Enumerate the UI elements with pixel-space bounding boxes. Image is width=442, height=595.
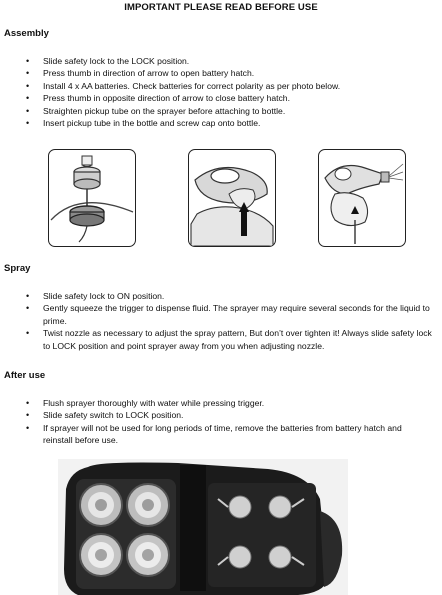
list-item: • Straighten pickup tube on the sprayer before attaching to bottle. <box>26 105 436 117</box>
sprayer-illustration <box>319 150 405 246</box>
list-item: • Press thumb in opposite direction of arrow to close battery hatch. <box>26 92 436 104</box>
assembly-list <box>26 55 436 129</box>
list-item: • Gently squeeze the trigger to dispense fluid. The sprayer may require several seconds for the liquid to prime. <box>26 302 438 327</box>
document-title: IMPORTANT PLEASE READ BEFORE USE <box>124 2 318 13</box>
battery-compartment-photo <box>58 459 348 595</box>
spray-list <box>26 290 438 352</box>
battery-hatch-photo <box>188 149 276 247</box>
bottle-cap-photo <box>48 149 136 247</box>
aa-battery-bottom-right <box>127 534 169 576</box>
list-item: • Insert pickup tube in the bottle and screw cap onto bottle. <box>26 117 436 129</box>
after-use-list <box>26 397 406 447</box>
battery-compartment-illustration <box>58 459 348 595</box>
list-item: • Press thumb in direction of arrow to open battery hatch. <box>26 67 436 79</box>
aa-battery-top-right <box>127 484 169 526</box>
assembly-heading: Assembly <box>4 28 49 39</box>
list-item: • Twist nozzle as necessary to adjust the spray pattern, But don’t over tighten it! Always slide safety lock to LOCK position and point sprayer away from you when adjusting nozzle. <box>26 327 438 352</box>
list-item: • Slide safety lock to the LOCK position. <box>26 55 436 67</box>
after-use-heading: After use <box>4 370 46 381</box>
list-item: • Slide safety switch to LOCK position. <box>26 409 406 421</box>
list-item: • If sprayer will not be used for long periods of time, remove the batteries from battery hatch and reinstall before use. <box>26 422 406 447</box>
battery-hatch-illustration <box>189 150 275 246</box>
list-item: • Slide safety lock to ON position. <box>26 290 438 302</box>
aa-battery-top-left <box>80 484 122 526</box>
sprayer-photo <box>318 149 406 247</box>
list-item: • Install 4 x AA batteries. Check batteries for correct polarity as per photo below. <box>26 80 436 92</box>
aa-battery-bottom-left <box>80 534 122 576</box>
list-item: • Flush sprayer thoroughly with water while pressing trigger. <box>26 397 406 409</box>
bottle-cap-illustration <box>49 150 135 246</box>
spray-heading: Spray <box>4 263 31 274</box>
